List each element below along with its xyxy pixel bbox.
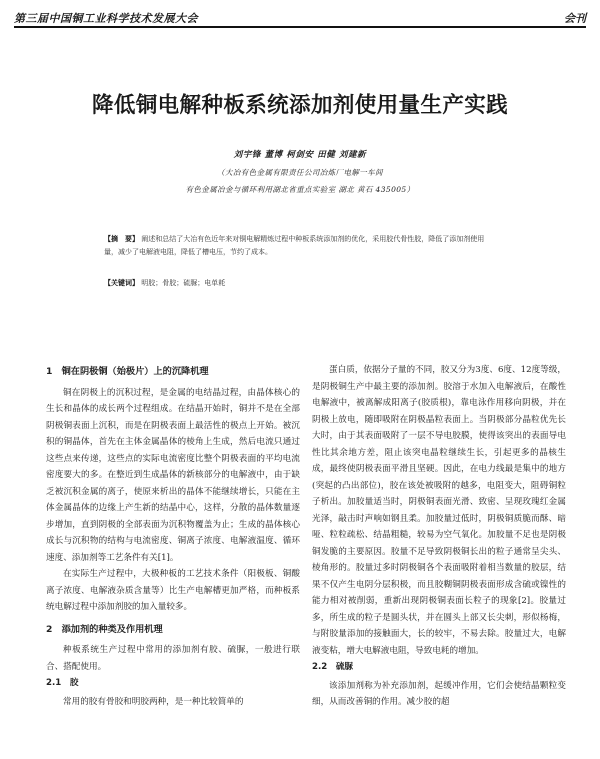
paper-title: 降低铜电解种板系统添加剂使用量生产实践 <box>91 93 509 118</box>
affiliation-1: （大冶有色金属有限责任公司冶炼厂电解一车间 <box>217 168 383 177</box>
journal-name: 第三届中国铜工业科学技术发展大会 <box>14 12 198 25</box>
abstract-text: 阐述和总结了大冶有色近年来对铜电解精炼过程中种板系统添加剂的优化，采用胶代骨性胶，降低了添加剂使用量，减少了电解液电阻，降低了槽电压，节约了成本。 <box>104 235 485 256</box>
section-1-paragraph-1: 铜在阴极上的沉积过程，是金属的电结晶过程，由晶体核心的生长和晶体的成长两个过程组成。在结晶开始时，铜并不是在全部阴极铜表面上沉积，而是在阴极表面上最活性的极点上开始。被沉积的铜晶体，首先在主体金属晶体的棱角上生成，然后电流只通过这些点来传递，这些点的实际电流密度比整个阴极表面的平均电流密度要大的多。在整近到生成晶体的新核部分的电解液中，由于缺乏被沉积金属的离子，使原来析出的晶体不能继续增长，只能在主体金属晶体的边缘上产生新的结晶中心，这样，分散的晶体数量逐步增加，直到阴极的全部表面为沉积物覆盖为止；生成的晶体核心成长与沉积物的结构与电流密度、铜离子浓度、电解液温度、循环速度、添加剂等工艺条件有关[1]。 <box>46 387 300 563</box>
abstract-label: 【摘 要】 <box>104 234 139 243</box>
right-column <box>312 362 566 711</box>
section-1-paragraph-2: 在实际生产过程中，大极种板的工艺技术条件（阳极板、铜酸离子浓度、电解液杂质含量等）比生产电解槽更加严格，而种板系统电解过程中添加剂胶的加入量较多。 <box>46 569 300 612</box>
keywords <box>104 278 496 288</box>
keywords-text: 明胶；骨胶；硫脲；电单耗 <box>141 279 226 287</box>
section-2-heading: 2 添加剂的种类及作用机理 <box>46 623 163 635</box>
section-2-1-paragraph-1: 常用的胶有骨胶和明胶两种，是一种比较简单的 <box>63 696 244 707</box>
section-2-2-paragraph-1: 该添加剂称为补充添加剂，起缓冲作用，它们会使结晶颗粒变细，从而改善铜的作用。减少胶的超 <box>312 680 566 707</box>
affiliation-2: 有色金属冶金与循环利用湖北省重点实验室 湖北 黄石 435005） <box>185 185 415 194</box>
section-2-paragraph-1: 种板系统生产过程中常用的添加剂有胶、硫脲，一般进行联合、搭配使用。 <box>46 645 300 672</box>
keywords-label: 【关键词】 <box>104 278 139 287</box>
journal-section: 会刊 <box>564 12 586 25</box>
left-column <box>46 362 300 710</box>
section-1-heading: 1 铜在阴极铜（始极片）上的沉降机理 <box>46 366 209 377</box>
header-rule <box>14 26 586 28</box>
running-header <box>14 6 586 28</box>
section-2-1-paragraph-continued: 蛋白质，依据分子量的不同，胶又分为3度、6度、12度等级，是阴极铜生产中最主要的添加剂。胶溶于水加入电解液后，在酸性电解液中，被离解成阳离子(胶质根)，靠电泳作用移向阴极，并在阴极上放电，随即吸附在阴极晶粒表面上。当阴极部分晶粒优先长大时，由于其表面吸附了一层不导电胶膜，使得该突出的表面导电性比其余地方差，阻止该突电晶粒继续生长，引起更多的晶核生成，最终使阴极表面平滑且坚硬。因此，在电力线最是集中的地方(突起的凸出部位)，胶在该处被吸附的越多，电阻变大，阻碍铜粒子析出。加胶量适当时，阴极铜表面光滑、致密、呈现玫瑰红金属光泽，敲击时声响如钢且柔。加胶量过低时，阴极铜质脆而酥、暗哑、粒粒疏松、结晶粗糙，较易为空气氧化。加胶量不足也是阴极铜发脆的主要原因。胶量不足导致阴极铜长出的粒子通常呈尖头、棱角形的。胶量过多时阴极铜各个表面吸附着相当数量的胶层，结果不仅产生电阴分层积极，而且胶糊铜阴极表面形成含硫或镍性的能力相对被削弱，重新出现阴极铜表面长粒子的现象[2]。胶量过多，所生成的粒子是圆头状，并在圆头上部又长尖刺，形似杨梅，与附胶量添加的接触面大，长的较牢，不易去除。胶量过大，电解液变粘，增大电解液电阻，导致电耗的增加。 <box>312 365 566 656</box>
abstract <box>104 232 496 259</box>
section-2-2-heading: 2.2 硫脲 <box>312 662 354 672</box>
section-2-1-heading: 2.1 胶 <box>46 678 79 688</box>
author-list: 刘宇锋 董博 柯剑安 田健 刘建新 <box>233 150 367 160</box>
